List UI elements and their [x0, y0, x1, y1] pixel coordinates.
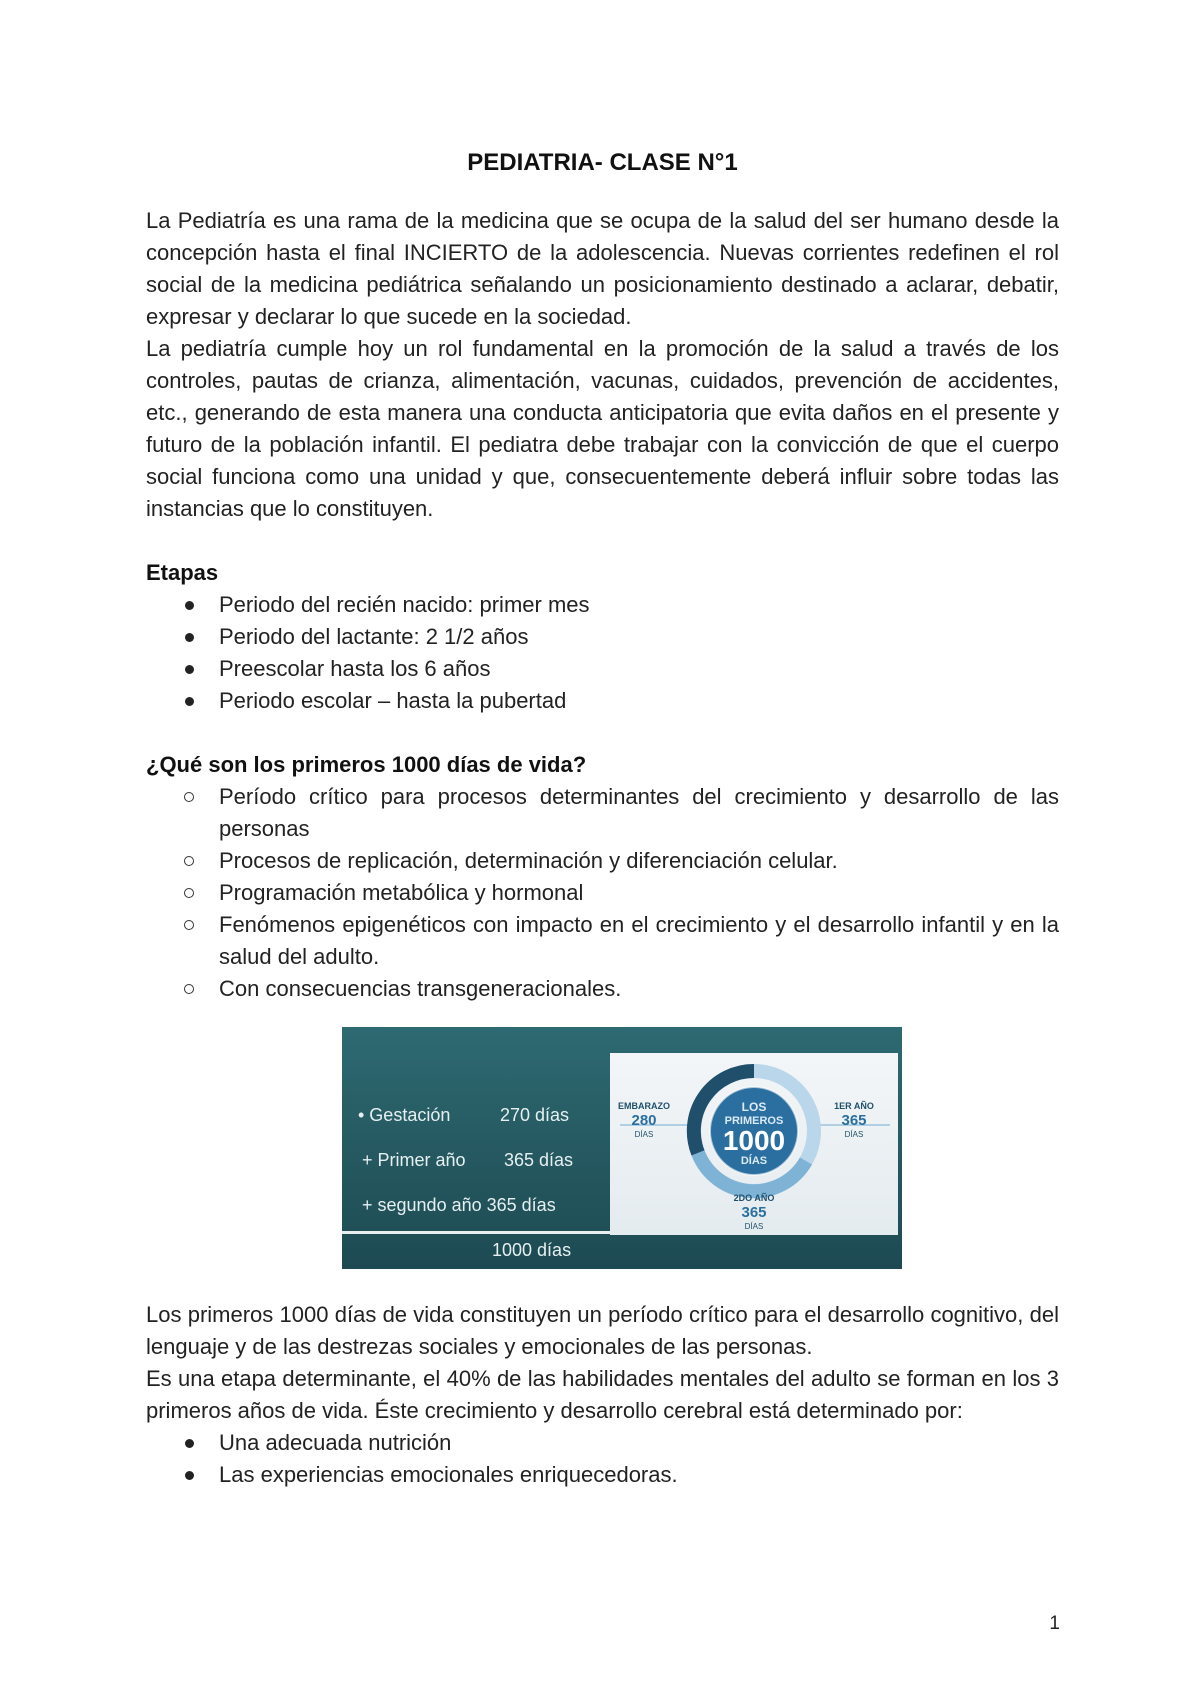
embarazo-label: EMBARAZO [618, 1101, 670, 1111]
list-item: Fenómenos epigenéticos con impacto en el crecimiento y el desarrollo infantil y en la salud del adulto. [146, 909, 1059, 973]
figure-row-label: • Gestación [358, 1105, 451, 1125]
list-item: Período crítico para procesos determinantes del crecimiento y desarrollo de las personas [146, 781, 1059, 845]
list-item: Preescolar hasta los 6 años [146, 653, 1059, 685]
list-item: Una adecuada nutrición [146, 1427, 1059, 1459]
list-item: Periodo escolar – hasta la pubertad [146, 685, 1059, 717]
mil-dias-list [146, 781, 1059, 1005]
spacer [146, 525, 1059, 557]
outro-paragraph-1: Los primeros 1000 días de vida constituyen un período crítico para el desarrollo cognitivo, del lenguaje y de las destrezas sociales y emocionales de las personas. [146, 1302, 1059, 1359]
list-item: Las experiencias emocionales enriquecedoras. [146, 1459, 1059, 1491]
mil-dias-heading: ¿Qué son los primeros 1000 días de vida? [146, 752, 587, 777]
list-item: Periodo del recién nacido: primer mes [146, 589, 1059, 621]
figure-row-value: 365 días [486, 1195, 556, 1215]
figure-total: 1000 días [492, 1240, 572, 1260]
figure-row-segundo-anio [362, 1195, 556, 1216]
figure-row-gestacion [358, 1105, 569, 1126]
list-item: Programación metabólica y hormonal [146, 877, 1059, 909]
outro-list [146, 1427, 1059, 1491]
figure-row-value: 270 días [500, 1105, 570, 1125]
intro-paragraph-1: La Pediatría es una rama de la medicina que se ocupa de la salud del ser humano desde la concepción hasta el final INCIERTO de la adolescencia. Nuevas corrientes redefinen el rol social de la medicina pediátrica señalando un posicionamiento destinado a aclarar, debatir, expresar y declarar lo que sucede en la sociedad. [146, 208, 1059, 329]
page-number: 1 [1049, 1613, 1060, 1634]
list-item: Con consecuencias transgeneracionales. [146, 973, 1059, 1005]
ring-text-number: 1000 [722, 1125, 786, 1156]
list-item: Procesos de replicación, determinación y diferenciación celular. [146, 845, 1059, 877]
embarazo-number: 280 [631, 1112, 657, 1129]
figure-ring-panel [610, 1053, 898, 1235]
primer-anio-number: 365 [841, 1112, 867, 1129]
spacer [146, 717, 1059, 749]
figure-row-primer-anio [362, 1150, 573, 1171]
figure-breakdown [342, 1027, 610, 1231]
ring-text-unit: DÍAS [740, 1155, 768, 1167]
outro-paragraph-2: Es una etapa determinante, el 40% de las habilidades mentales del adulto se forman en los 3 primeros años de vida. Éste crecimiento y desarrollo cerebral está determinado por: [146, 1366, 1059, 1423]
etapas-heading: Etapas [146, 560, 219, 585]
etapas-list [146, 589, 1059, 717]
segundo-anio-label: 2DO AÑO [733, 1193, 775, 1203]
thousand-days-ring [610, 1053, 898, 1235]
list-item: Periodo del lactante: 2 1/2 años [146, 621, 1059, 653]
embarazo-unit: DÍAS [634, 1130, 654, 1139]
figure-row-label: + Primer año [362, 1150, 466, 1170]
segundo-anio-number: 365 [741, 1204, 767, 1221]
page-title: PEDIATRIA- CLASE N°1 [467, 149, 738, 176]
segundo-anio-unit: DÍAS [744, 1222, 764, 1231]
ring-text-top: LOS [741, 1100, 767, 1114]
figure-row-label: + segundo año [362, 1195, 482, 1215]
primer-anio-label: 1ER AÑO [834, 1101, 874, 1111]
page-content [146, 148, 1059, 1491]
ring-text-mid: PRIMEROS [724, 1115, 784, 1127]
intro-paragraph-2: La pediatría cumple hoy un rol fundamental en la promoción de la salud a través de los controles, pautas de crianza, alimentación, vacunas, cuidados, prevención de accidentes, etc., generando de esta manera una conducta anticipatoria que evita daños en el presente y futuro de la población infantil. El pediatra debe trabajar con la convicción de que el cuerpo social funciona como una unidad y que, consecuentemente deberá influir sobre todas las instancias que lo constituyen. [146, 336, 1059, 521]
primer-anio-unit: DÍAS [844, 1130, 864, 1139]
figure-row-value: 365 días [504, 1150, 574, 1170]
thousand-days-figure [342, 1027, 902, 1269]
